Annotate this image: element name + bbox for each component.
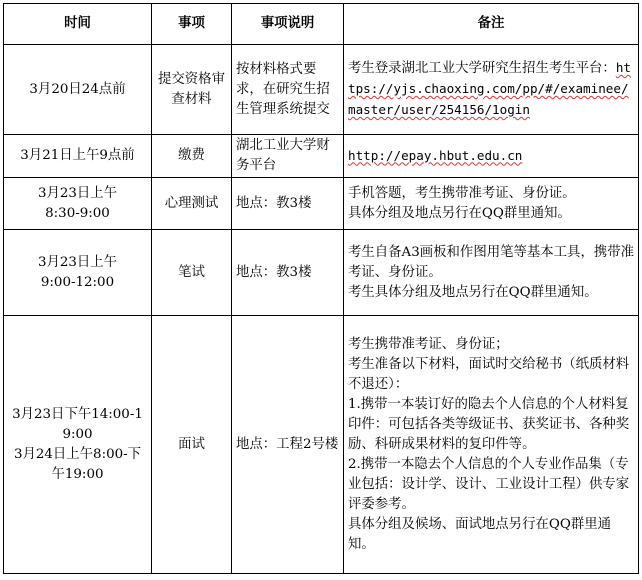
table-row: [4, 45, 639, 135]
note-line: 考生具体分组及地点另行在QQ群里通知。: [348, 284, 598, 300]
table-row: [4, 178, 639, 230]
time-line: 3月23日下午14:00-19:00: [12, 406, 143, 442]
cell-item: 笔试: [152, 230, 232, 316]
cell-time: 3月21日上午9点前: [4, 135, 152, 178]
note-line: 考生准备以下材料，面试时交给秘书（纸质材料不退还）：: [348, 356, 630, 392]
note-line: 1.携带一本装订好的隐去个人信息的个人材料复印件：可包括各类等级证书、获奖证书、各种奖励、科研成果材料的复印件等。: [348, 396, 630, 452]
note-line: 具体分组及候场、面试地点另行在QQ群里通知。: [348, 516, 611, 552]
cell-note: [344, 178, 639, 230]
cell-item: 提交资格审查材料: [152, 45, 232, 135]
header-desc: 事项说明: [232, 4, 344, 45]
cell-item: 缴费: [152, 135, 232, 178]
cell-desc: 按材料格式要求，在研究生招生管理系统提交: [232, 45, 344, 135]
schedule-table: [3, 3, 639, 574]
time-line: 3月23日上午: [37, 254, 118, 270]
note-line: 具体分组及地点另行在QQ群里通知。: [348, 205, 571, 221]
cell-note: [344, 316, 639, 574]
cell-desc: 湖北工业大学财务平台: [232, 135, 344, 178]
note-link[interactable]: http://epay.hbut.edu.cn: [348, 147, 523, 163]
time-line: 9:00-12:00: [40, 274, 115, 290]
cell-time: [4, 316, 152, 574]
cell-note: [344, 135, 639, 178]
cell-note: [344, 45, 639, 135]
cell-time: 3月20日24点前: [4, 45, 152, 135]
header-time: 时间: [4, 4, 152, 45]
note-text: 考生登录湖北工业大学研究生招生考生平台：: [348, 61, 616, 76]
cell-desc: 地点：教3楼: [232, 230, 344, 316]
time-line: 3月24日上午8:00-下午19:00: [13, 446, 142, 482]
note-line: 手机答题，考生携带准考证、身份证。: [348, 185, 576, 201]
table-row: [4, 230, 639, 316]
cell-item: 心理测试: [152, 178, 232, 230]
time-line: 8:30-9:00: [45, 205, 110, 221]
time-line: 3月23日上午: [37, 185, 118, 201]
cell-item: 面试: [152, 316, 232, 574]
cell-note: [344, 230, 639, 316]
header-note: 备注: [344, 4, 639, 45]
cell-time: [4, 178, 152, 230]
note-line: 2.携带一本隐去个人信息的个人专业作品集（专业包括：设计学、设计、工业设计工程）供专家评委参考。: [348, 456, 630, 512]
header-item: 事项: [152, 4, 232, 45]
note-line: 考生自备A3画板和作图用笔等基本工具，携带准考证、身份证。: [348, 244, 635, 280]
note-line: 考生携带准考证、身份证；: [348, 336, 509, 352]
cell-time: [4, 230, 152, 316]
cell-desc: 地点：工程2号楼: [232, 316, 344, 574]
header-row: [4, 4, 639, 45]
cell-desc: 地点：教3楼: [232, 178, 344, 230]
note-link[interactable]: https://yjs.chaoxing.com/pp/#/examinee/master/user/254156/1ogin: [348, 60, 631, 117]
table-row: [4, 316, 639, 574]
table-row: [4, 135, 639, 178]
